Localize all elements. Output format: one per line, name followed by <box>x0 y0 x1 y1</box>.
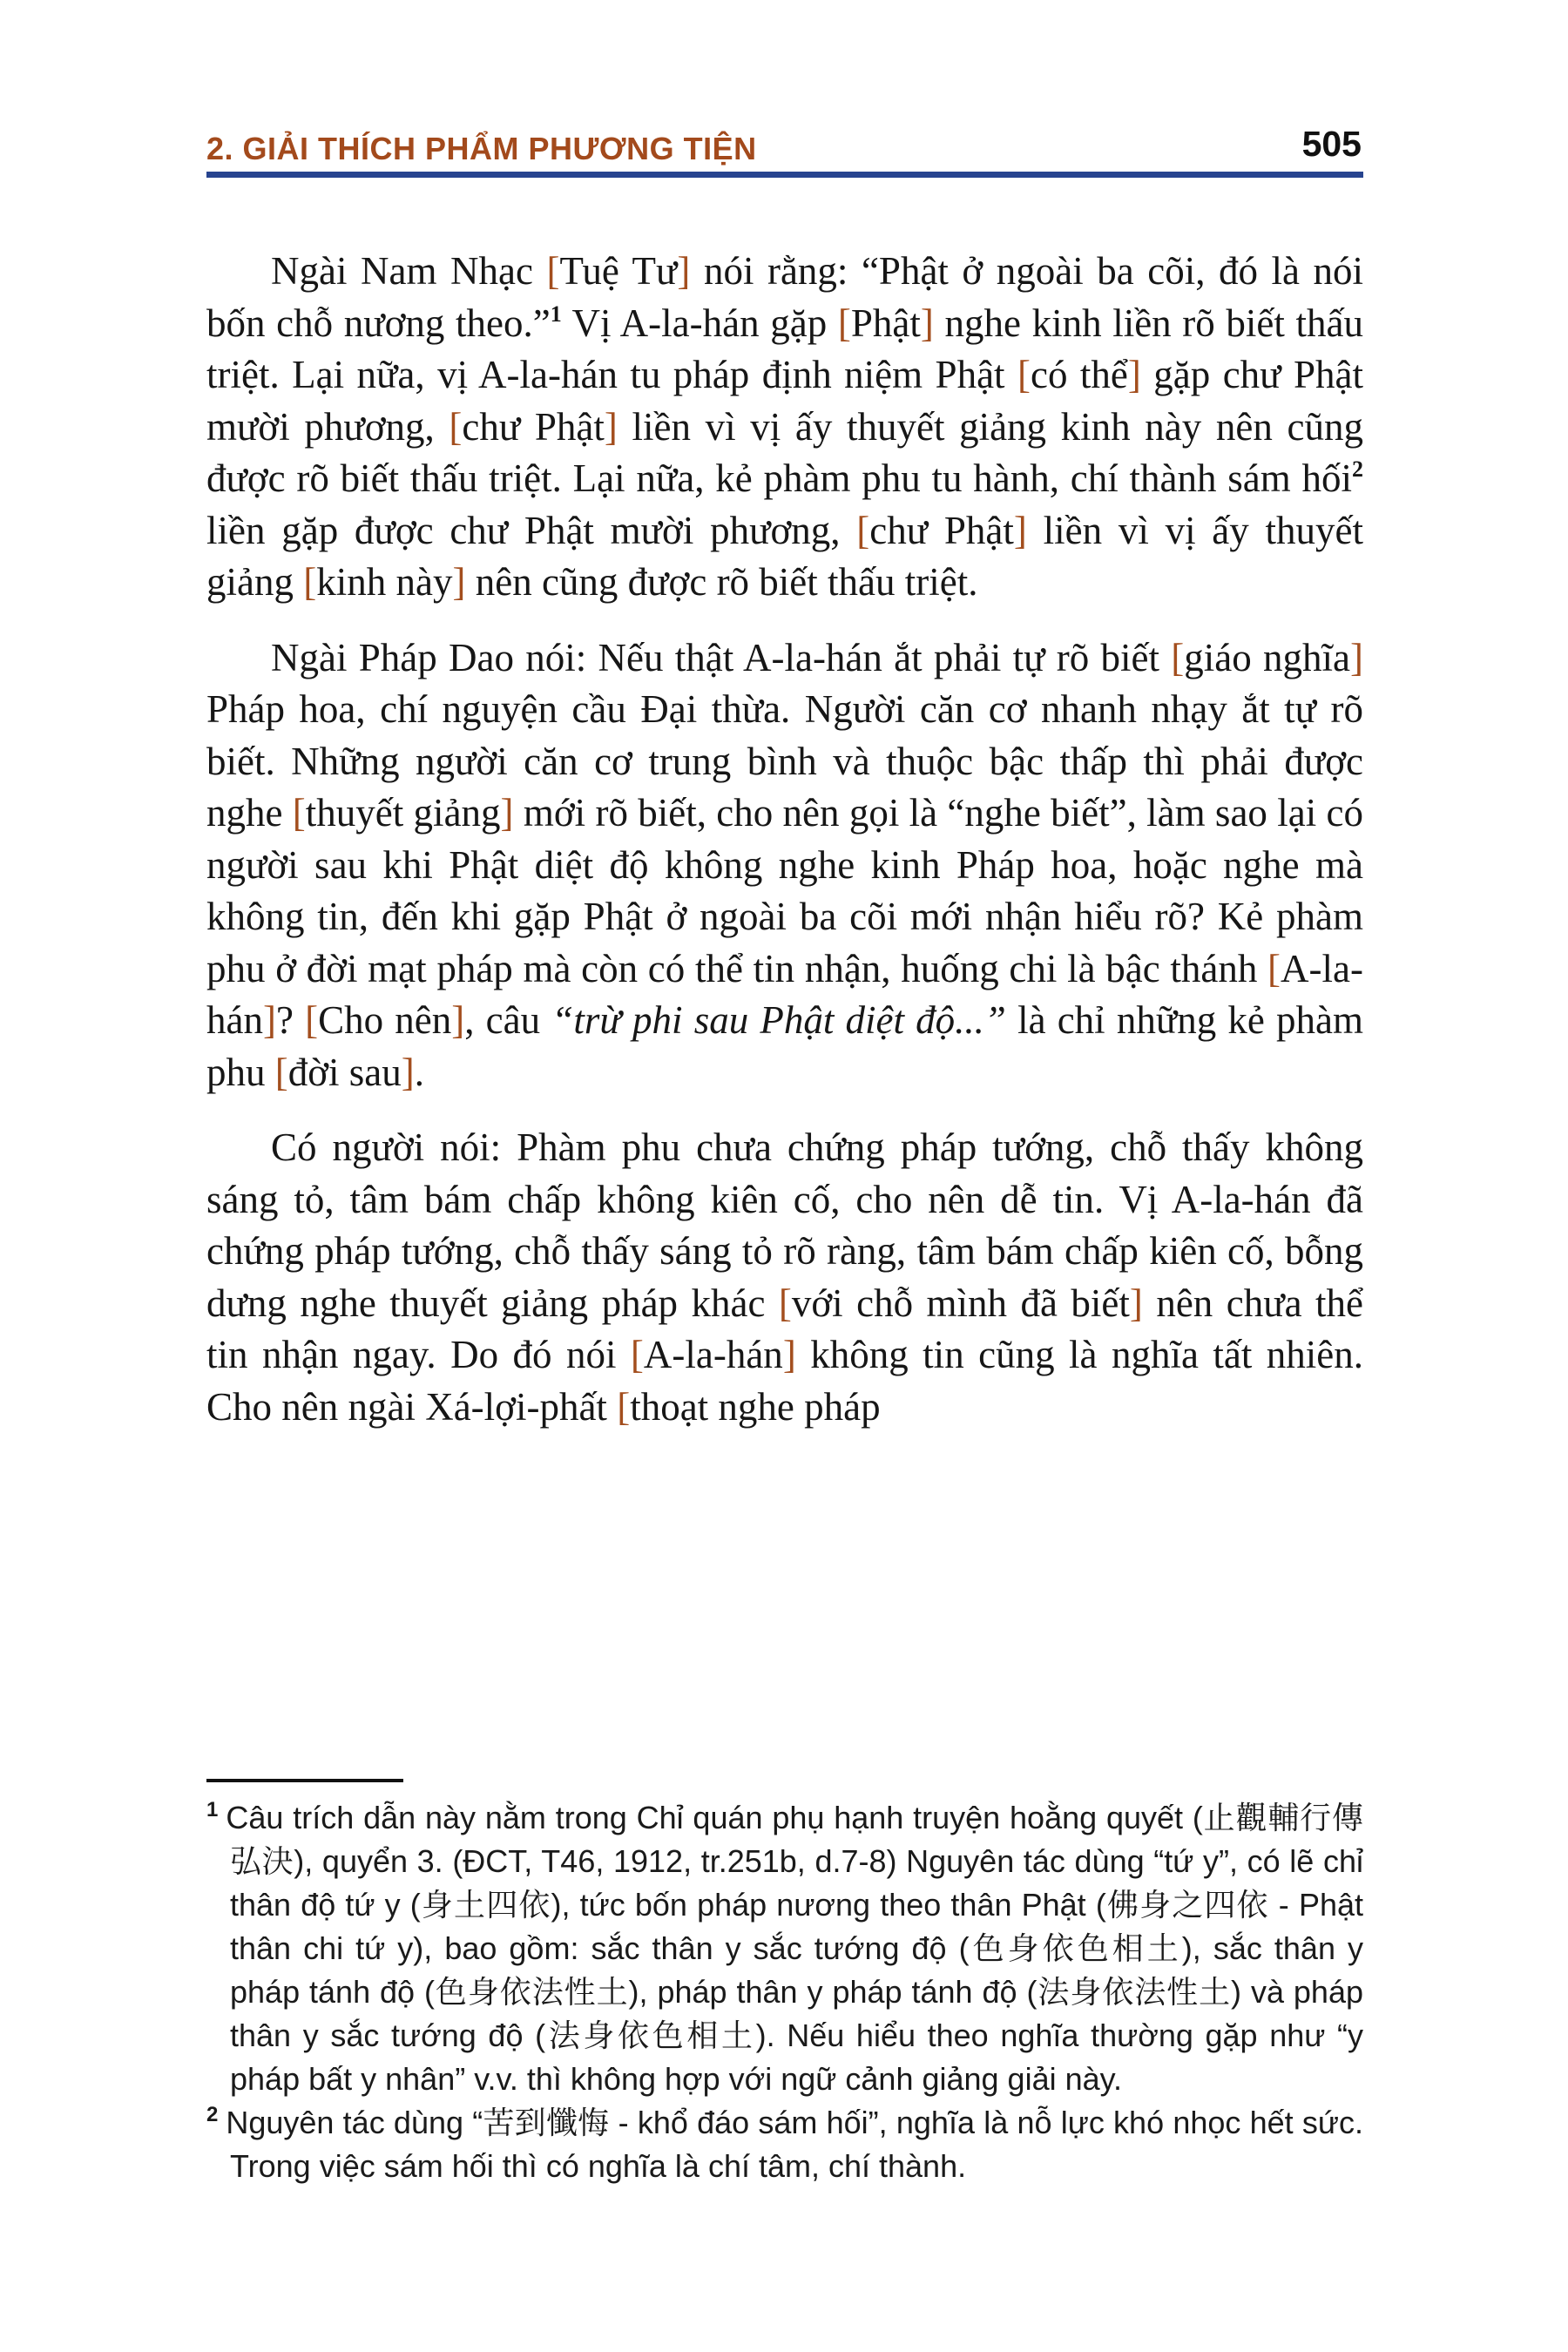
text-run: A-la-hán <box>206 946 1363 1042</box>
text-run: nghe kinh liền rõ biết thấu triệt. Lại nữa, vị A-la-hán tu pháp định niệm Phật <box>206 301 1363 396</box>
text-run: 1 <box>550 301 562 327</box>
footnote-2 <box>206 2101 1363 2188</box>
text-run: Vị A-la-hán gặp <box>561 301 838 345</box>
text-run: [ <box>630 1333 644 1376</box>
footnote-1-text <box>226 1800 1363 2097</box>
text-run: Ngài Nam Nhạc <box>271 249 547 293</box>
text-run: [ <box>778 1281 792 1325</box>
body-text <box>206 246 1363 1456</box>
text-run: ] <box>920 301 934 345</box>
text-run: ] <box>262 998 276 1042</box>
text-run: ? <box>275 998 306 1042</box>
text-run: với chỗ mình đã biết <box>791 1281 1130 1325</box>
text-run: ] <box>1127 353 1141 396</box>
footnote-1 <box>206 1796 1363 2101</box>
text-run: [ <box>1171 635 1185 679</box>
text-run: Pháp hoa, chí nguyện cầu Đại thừa. Người căn cơ nhanh nhạy ắt tự rõ biết. Những người căn cơ trung bình và thuộc bậc thấp thì phải được nghe <box>206 687 1363 835</box>
text-run: 2 <box>1352 456 1363 482</box>
text-run: ] <box>1013 508 1027 552</box>
text-run: chư Phật <box>869 508 1014 552</box>
text-run: có thể <box>1030 353 1128 396</box>
paragraph-3 <box>206 1122 1363 1433</box>
text-run: [ <box>546 249 560 293</box>
footnote-1-marker: 1 <box>206 1798 219 1821</box>
text-run: mới rõ biết, cho nên gọi là “nghe biết”, làm sao lại có người sau khi Phật diệt độ không nghe kinh Pháp hoa, hoặc nghe mà không tin, đến khi gặp Phật ở ngoài ba cõi mới nhận hiểu rõ? Kẻ phàm phu ở đời mạt pháp mà còn có thể tin nhận, huống chi là bậc thánh <box>206 791 1363 990</box>
paragraph-2 <box>206 632 1363 1099</box>
text-run: nên cũng được rõ biết thấu triệt. <box>465 560 978 604</box>
text-run: Câu trích dẫn này nằm trong Chỉ quán phụ hạnh truyện hoằng quyết (止觀輔行傳弘決), quyển 3. (ĐCT, T46, 1912, tr.251b, d.7-8) Nguyên tác dùng “tứ y”, có lẽ chỉ thân độ tứ y (身土四依), tức bốn pháp nương theo thân Phật (佛身之四依 - Phật thân chi tứ y), bao gồm: sắc thân y sắc tướng độ (色身依色相土), sắc thân y pháp tánh độ (色身依法性土), pháp thân y pháp tánh độ (法身依法性土) và pháp thân y sắc tướng độ (法身依色相土). Nếu hiểu theo nghĩa thường gặp như “y pháp bất y nhân” v.v. thì không hợp với ngữ cảnh giảng giải này. <box>226 1800 1363 2097</box>
text-run: là chỉ những kẻ phàm phu <box>206 998 1363 1094</box>
text-run: giáo nghĩa <box>1184 635 1351 679</box>
text-run: [ <box>1017 353 1031 396</box>
text-run: ] <box>401 1050 415 1094</box>
footnote-separator <box>206 1779 403 1782</box>
text-run: nên chưa thể tin nhận ngay. Do đó nói <box>206 1281 1363 1376</box>
text-run: ] <box>782 1333 796 1376</box>
text-run: [ <box>449 404 463 449</box>
footnote-2-marker: 2 <box>206 2103 219 2126</box>
text-run: [ <box>617 1384 631 1429</box>
text-run: , câu <box>464 998 552 1042</box>
text-run: ] <box>677 249 691 293</box>
text-run: nói rằng: “Phật ở ngoài ba cõi, đó là nói bốn chỗ nương theo.” <box>206 249 1363 345</box>
chapter-title: 2. GIẢI THÍCH PHẨM PHƯƠNG TIỆN <box>206 131 757 166</box>
text-run: Ngài Pháp Dao nói: Nếu thật A-la-hán ắt phải tự rõ biết <box>271 635 1172 679</box>
text-run: Có người nói: Phàm phu chưa chứng pháp tướng, chỗ thấy không sáng tỏ, tâm bám chấp không kiên cố, cho nên dễ tin. Vị A-la-hán đã chứng pháp tướng, chỗ thấy sáng tỏ rõ ràng, tâm bám chấp kiên cố, bỗng dưng nghe thuyết giảng pháp khác <box>206 1125 1363 1325</box>
text-run: liền vì vị ấy thuyết giảng kinh này nên cũng được rõ biết thấu triệt. Lại nữa, kẻ phàm phu tu hành, chí thành sám hối <box>206 404 1363 500</box>
text-run: thoạt nghe pháp <box>630 1384 881 1429</box>
text-run: Tuệ Tư <box>559 249 678 293</box>
text-run: gặp chư Phật mười phương, <box>206 353 1364 449</box>
text-run: Cho nên <box>318 998 452 1042</box>
text-run: không tin cũng là nghĩa tất nhiên. Cho nên ngài Xá-lợi-phất <box>206 1333 1363 1429</box>
text-run: ] <box>451 998 465 1042</box>
text-run: . <box>414 1050 425 1094</box>
text-run: [ <box>837 301 851 345</box>
text-run: A-la-hán <box>643 1333 783 1376</box>
text-run: kinh này <box>316 560 453 604</box>
text-run: ] <box>452 560 466 604</box>
text-run: ] <box>1350 635 1364 679</box>
text-run: [ <box>305 998 319 1042</box>
text-run: thuyết giảng <box>305 791 501 835</box>
text-run: [ <box>274 1050 288 1094</box>
text-run: chư Phật <box>462 404 605 449</box>
text-run: “trừ phi sau Phật diệt độ...” <box>551 998 1006 1042</box>
text-run: liền gặp được chư Phật mười phương, <box>206 508 857 552</box>
text-run: đời sau <box>287 1050 402 1094</box>
paragraph-1 <box>206 246 1363 609</box>
footnotes <box>206 1796 1363 2188</box>
text-run: Phật <box>850 301 921 345</box>
text-run: liền vì vị ấy thuyết giảng <box>206 508 1363 604</box>
text-run: ] <box>1129 1281 1143 1325</box>
page-number: 505 <box>1301 124 1362 164</box>
text-run: [ <box>856 508 870 552</box>
text-run: [ <box>303 560 317 604</box>
header-rule <box>206 172 1363 178</box>
text-run: ] <box>500 791 514 835</box>
text-run: ] <box>604 404 618 449</box>
text-run: [ <box>292 791 306 835</box>
text-run: Nguyên tác dùng “苦到懺悔 - khổ đáo sám hối”, nghĩa là nỗ lực khó nhọc hết sức. Trong việc sám hối thì có nghĩa là chí tâm, chí thành. <box>226 2105 1363 2184</box>
footnote-2-text <box>226 2105 1363 2184</box>
text-run: [ <box>1267 946 1281 990</box>
